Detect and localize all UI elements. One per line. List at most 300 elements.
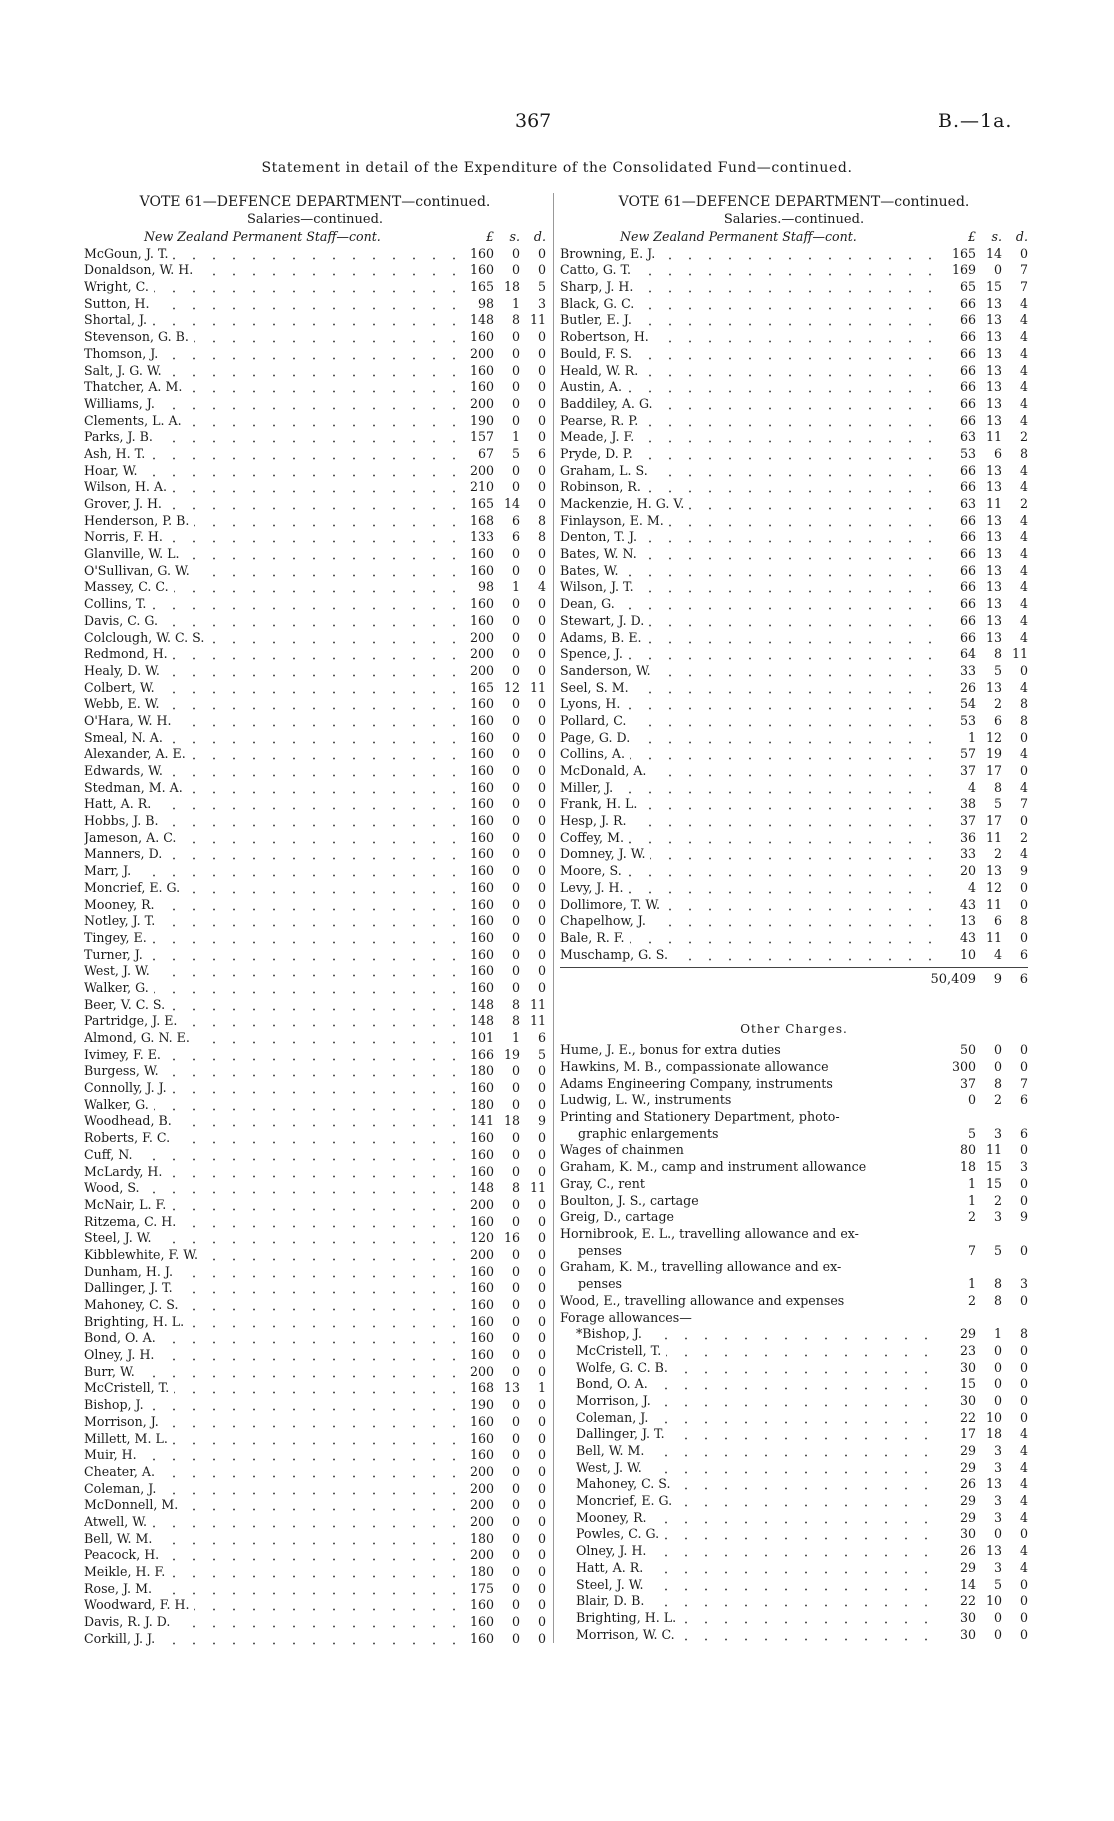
amount-pounds: 160 (469, 746, 494, 762)
entry-name-cell (560, 479, 938, 496)
amount-pence: 0 (537, 1363, 546, 1379)
amount-pounds: 4 (967, 779, 976, 795)
entry-name-cell (84, 1347, 456, 1364)
entry-name: Partridge, J. E. (84, 1013, 182, 1028)
amount-pence: 0 (537, 763, 546, 778)
salary-row (84, 413, 546, 430)
amount-pence: 2 (1019, 829, 1028, 845)
amount-pounds: 26 (959, 1543, 976, 1559)
entry-name-cell (84, 880, 456, 897)
charge-description-cell (560, 1193, 938, 1210)
entry-name: Mooney, R. (576, 1510, 652, 1525)
entry-name-cell (560, 279, 938, 296)
entry-name-cell (560, 379, 938, 396)
amount-pounds: 160 (469, 1163, 494, 1179)
amount-shillings: 0 (511, 946, 520, 962)
entry-name: Pearse, R. P. (560, 413, 643, 428)
amount-pence: 0 (1019, 1175, 1028, 1191)
amount-pounds: 148 (469, 1013, 494, 1029)
salary-row (84, 379, 546, 396)
entry-name: Wright, C. (84, 279, 154, 294)
amount-pounds: 141 (469, 1113, 494, 1129)
other-charge-row (560, 1109, 1028, 1142)
amount-shillings: 2 (993, 846, 1002, 862)
amount-shillings: 0 (511, 1130, 520, 1146)
amount-pounds: 30 (959, 1359, 976, 1375)
amount-pence: 0 (537, 1430, 546, 1446)
amount-pounds: 160 (469, 1614, 494, 1630)
amount-pounds: 180 (469, 1564, 494, 1579)
entry-name-cell (84, 1147, 456, 1164)
entry-name-cell (84, 963, 456, 980)
amount-shillings: 0 (993, 1376, 1002, 1392)
entry-name-cell (84, 1364, 456, 1381)
salary-row (84, 513, 546, 530)
amount-pence: 0 (537, 913, 546, 929)
amount-shillings: 0 (511, 1063, 520, 1079)
amount-pence: 0 (537, 362, 546, 378)
amount-pence: 11 (529, 1180, 546, 1196)
entry-name: Peacock, H. (84, 1547, 164, 1562)
amount-pounds: 66 (959, 379, 976, 395)
amount-shillings: 0 (511, 412, 520, 428)
entry-name-cell (84, 730, 456, 747)
entry-name-cell (560, 746, 938, 763)
entry-name-cell (84, 613, 456, 630)
entry-name: Hatt, A. R. (576, 1560, 648, 1575)
amount-pounds: 160 (469, 1280, 494, 1296)
entry-name: Morrison, W. C. (576, 1627, 680, 1642)
amount-pounds: 120 (469, 1230, 494, 1246)
amount-pence: 0 (537, 979, 546, 995)
entry-name: Burgess, W. (84, 1063, 164, 1078)
charge-amount (938, 1126, 1028, 1143)
charge-description: Greig, D., cartage (560, 1209, 674, 1225)
amount-pounds: 66 (959, 312, 976, 328)
amount-pounds: 37 (959, 763, 976, 778)
salary-row (84, 363, 546, 380)
entry-name: Robinson, R. (560, 479, 646, 494)
amount-pounds: 200 (469, 345, 494, 361)
salary-row (84, 1247, 546, 1264)
entry-name-cell (576, 1627, 938, 1644)
entry-name: Wolfe, G. C. B. (576, 1360, 673, 1375)
amount-shillings: 0 (511, 1547, 520, 1563)
entry-name: Redmond, H. (84, 646, 173, 661)
amount-pence: 0 (537, 1130, 546, 1146)
amount-shillings: 11 (985, 929, 1002, 945)
amount-pounds: 63 (959, 429, 976, 445)
salary-row (84, 546, 546, 563)
amount-shillings: 0 (511, 896, 520, 912)
amount-shillings: 8 (993, 1292, 1002, 1308)
amount-pence: 0 (537, 1564, 546, 1579)
entry-name: Domney, J. W. (560, 846, 650, 861)
amount-pence: 0 (537, 546, 546, 562)
charge-description-cell (560, 1109, 938, 1142)
salary-row (84, 796, 546, 813)
entry-name: Glanville, W. L. (84, 546, 184, 561)
amount-pounds: 2 (967, 1209, 976, 1225)
amount-pence: 0 (537, 746, 546, 762)
amount-pence: 0 (1019, 1142, 1028, 1158)
amount-pounds: 1 (967, 729, 976, 745)
salary-row (84, 763, 546, 780)
charge-amount (938, 1243, 1028, 1260)
amount-shillings: 8 (993, 1075, 1002, 1091)
amount-shillings: 0 (511, 245, 520, 261)
entry-name: Muschamp, G. S. (560, 947, 673, 962)
salary-row (560, 463, 1028, 480)
amount-shillings: 0 (511, 462, 520, 478)
amount-shillings: 14 (503, 496, 520, 511)
amount-pence: 0 (1019, 1359, 1028, 1375)
entry-name: Hatt, A. R. (84, 796, 156, 811)
entry-name-cell (84, 1414, 456, 1431)
entry-name-cell (84, 1330, 456, 1347)
entry-name: Coleman, J. (576, 1410, 653, 1425)
entry-name: McCristell, T. (576, 1343, 666, 1358)
amount-pounds: 160 (469, 1297, 494, 1312)
entry-name: Dollimore, T. W. (560, 897, 665, 912)
salary-row (560, 730, 1028, 747)
entry-name-cell (84, 363, 456, 380)
amount-pence: 4 (1019, 1426, 1028, 1442)
amount-shillings: 0 (511, 1580, 520, 1596)
salary-row (84, 1063, 546, 1080)
salary-row (560, 680, 1028, 697)
amount-pounds: 166 (469, 1046, 494, 1062)
entry-name-cell (84, 1497, 456, 1514)
entry-name-cell (84, 1214, 456, 1231)
other-charge-row (560, 1293, 1028, 1310)
amount-pounds: 29 (959, 1326, 976, 1342)
entry-name: Black, G. C. (560, 296, 639, 311)
amount-pounds: 200 (469, 395, 494, 411)
amount-pence: 0 (537, 1630, 546, 1646)
entry-name: Edwards, W. (84, 763, 168, 778)
amount-pence: 0 (537, 1063, 546, 1079)
amount-pence: 0 (537, 779, 546, 795)
entry-name-cell (84, 279, 456, 296)
amount-pence: 0 (1019, 879, 1028, 895)
salary-row (84, 1380, 546, 1397)
charge-description: Printing and Stationery Department, photo- (560, 1109, 840, 1125)
entry-name: Dallinger, J. T. (576, 1426, 670, 1441)
entry-name: Chapelhow, J. (560, 913, 651, 928)
amount-pounds: 160 (469, 1213, 494, 1229)
amount-shillings: 0 (511, 779, 520, 795)
entry-name: Pollard, C. (560, 713, 631, 728)
salary-row (84, 646, 546, 663)
entry-name-cell (576, 1443, 938, 1460)
entry-name: Ritzema, C. H. (84, 1214, 181, 1229)
entry-name: Smeal, N. A. (84, 730, 168, 745)
amount-pence: 0 (537, 963, 546, 979)
amount-shillings: 0 (511, 362, 520, 378)
entry-name: Brighting, H. L. (84, 1314, 189, 1329)
amount-shillings: 6 (993, 445, 1002, 461)
entry-name-cell (84, 1431, 456, 1448)
salary-row (560, 413, 1028, 430)
amount-pence: 0 (537, 1163, 546, 1179)
amount-pence: 0 (1019, 1593, 1028, 1609)
entry-name: Bell, W. M. (576, 1443, 649, 1458)
entry-name: Hobbs, J. B. (84, 813, 164, 828)
entry-name: Tingey, E. (84, 930, 152, 945)
amount-shillings: 13 (985, 612, 1002, 628)
amount-shillings: 1 (511, 1030, 520, 1045)
amount-shillings: 12 (985, 879, 1002, 895)
salary-row (560, 713, 1028, 730)
entry-name: Brighting, H. L. (576, 1610, 681, 1625)
salary-row (560, 479, 1028, 496)
amount-pence: 9 (537, 1113, 546, 1129)
amount-pence: 0 (537, 1397, 546, 1413)
amount-shillings: 0 (511, 1096, 520, 1112)
amount-pounds: 200 (469, 1547, 494, 1563)
entry-name: Ash, H. T. (84, 446, 150, 461)
entry-name: Moncrief, E. G. (84, 880, 185, 895)
amount-shillings: 0 (993, 1392, 1002, 1408)
amount-pounds: 160 (469, 1597, 494, 1613)
entry-name-cell (84, 913, 456, 930)
salary-row (560, 1577, 1028, 1594)
entry-name-cell (84, 980, 456, 997)
amount-pence: 0 (537, 1330, 546, 1346)
salary-row (84, 1147, 546, 1164)
salary-row (560, 1526, 1028, 1543)
amount-pence: 11 (529, 312, 546, 328)
entry-name-cell (84, 1247, 456, 1264)
amount-pounds: 7 (967, 1242, 976, 1258)
amount-pounds: 14 (959, 1576, 976, 1592)
salary-row (560, 563, 1028, 580)
amount-pence: 0 (1019, 1409, 1028, 1425)
amount-pounds: 200 (469, 1480, 494, 1496)
entry-name: Burr, W. (84, 1364, 140, 1379)
amount-pence: 4 (1019, 362, 1028, 378)
entry-name: Almond, G. N. E. (84, 1030, 195, 1045)
entry-name-cell (560, 463, 938, 480)
amount-pounds: 160 (469, 562, 494, 578)
amount-pence: 0 (537, 1213, 546, 1229)
amount-pence: 5 (537, 1046, 546, 1062)
amount-pence: 0 (1019, 662, 1028, 678)
entry-name: Moore, S. (560, 863, 627, 878)
salary-row (560, 913, 1028, 930)
amount-pounds: 10 (959, 946, 976, 962)
amount-pounds: 160 (469, 763, 494, 778)
amount-pounds: 160 (469, 1313, 494, 1329)
entry-name: Mahoney, C. S. (84, 1297, 183, 1312)
entry-name-cell (84, 1280, 456, 1297)
salary-row (560, 763, 1028, 780)
entry-name: Adams, B. E. (560, 630, 647, 645)
shillings-header: s. (509, 229, 520, 244)
salary-row (560, 1476, 1028, 1493)
vote-heading: VOTE 61—DEFENCE DEPARTMENT—continued. (139, 194, 491, 210)
amount-shillings: 0 (511, 629, 520, 645)
amount-shillings: 12 (985, 729, 1002, 745)
amount-pence: 11 (1011, 646, 1028, 662)
pounds-header: £ (967, 229, 976, 244)
entry-name: Austin, A. (560, 379, 627, 394)
entry-name-cell (84, 296, 456, 313)
amount-pence: 0 (537, 329, 546, 345)
salary-row (560, 897, 1028, 914)
salary-row (84, 1547, 546, 1564)
entry-name-cell (84, 596, 456, 613)
amount-shillings: 10 (985, 1409, 1002, 1425)
forage-heading-row (560, 1310, 1028, 1327)
entry-name: Collins, A. (560, 746, 630, 761)
amount-pence: 0 (1019, 763, 1028, 778)
entry-name: Olney, J. H. (84, 1347, 159, 1362)
amount-pence: 0 (537, 879, 546, 895)
amount-pence: 4 (1019, 295, 1028, 311)
entry-name-cell (84, 413, 456, 430)
salary-row (84, 296, 546, 313)
amount-shillings: 0 (511, 345, 520, 361)
entry-name-cell (560, 346, 938, 363)
salary-row (84, 1397, 546, 1414)
entry-name-cell (576, 1460, 938, 1477)
amount-pence: 0 (1019, 1609, 1028, 1625)
amount-shillings: 15 (985, 1175, 1002, 1191)
entry-name-cell (84, 1180, 456, 1197)
amount-pounds: 29 (959, 1509, 976, 1525)
amount-pounds: 160 (469, 612, 494, 628)
entry-name: Notley, J. T. (84, 913, 160, 928)
salary-row (560, 1627, 1028, 1644)
entry-name: Cheater, A. (84, 1464, 160, 1479)
charge-amount (938, 1142, 1028, 1159)
entry-name-cell (560, 429, 938, 446)
amount-shillings: 0 (511, 1463, 520, 1479)
amount-shillings: 5 (993, 1242, 1002, 1258)
entry-name: Hoar, W. (84, 463, 142, 478)
amount-shillings: 0 (511, 1630, 520, 1646)
amount-shillings: 0 (511, 1480, 520, 1496)
salary-row (84, 830, 546, 847)
amount-shillings: 0 (511, 479, 520, 495)
amount-pence: 0 (537, 646, 546, 662)
amount-shillings: 13 (985, 629, 1002, 645)
amount-shillings: 13 (985, 379, 1002, 395)
amount-shillings: 0 (511, 379, 520, 395)
amount-pence: 4 (1019, 529, 1028, 545)
amount-pence: 6 (537, 445, 546, 461)
amount-shillings: 1 (511, 429, 520, 445)
amount-pence: 0 (537, 829, 546, 845)
salary-row (84, 479, 546, 496)
amount-shillings: 0 (511, 1297, 520, 1312)
entry-name: Kibblewhite, F. W. (84, 1247, 203, 1262)
salary-row (560, 1360, 1028, 1377)
charge-description-cell (560, 1142, 938, 1159)
other-charge-row (560, 1176, 1028, 1193)
entry-name: Browning, E. J. (560, 246, 660, 261)
amount-pence: 0 (537, 562, 546, 578)
salary-row (84, 913, 546, 930)
amount-shillings: 0 (511, 1497, 520, 1513)
amount-pounds: 200 (469, 1463, 494, 1479)
forage-list (560, 1326, 1028, 1643)
entry-name: Davis, C. G. (84, 613, 163, 628)
entry-name-cell (84, 1631, 456, 1648)
total-pounds: 50,409 (930, 972, 976, 988)
amount-pence: 3 (1019, 1276, 1028, 1292)
amount-shillings: 0 (511, 1330, 520, 1346)
salary-row (560, 1426, 1028, 1443)
amount-pounds: 160 (469, 863, 494, 879)
entry-name: Stevenson, G. B. (84, 329, 194, 344)
amount-shillings: 0 (511, 1363, 520, 1379)
amount-shillings: 13 (985, 512, 1002, 528)
entry-name: Denton, T. J. (560, 529, 642, 544)
amount-shillings: 0 (511, 262, 520, 278)
salary-row (560, 1343, 1028, 1360)
amount-pence: 0 (1019, 1192, 1028, 1208)
entry-name-cell (560, 546, 938, 563)
entry-name-cell (576, 1376, 938, 1393)
amount-pounds: 43 (959, 929, 976, 945)
amount-pence: 0 (537, 1463, 546, 1479)
charge-description-cell (560, 1092, 938, 1109)
entry-name-cell (84, 1464, 456, 1481)
entry-name: Morrison, J. (84, 1414, 164, 1429)
amount-pounds: 67 (477, 445, 494, 461)
salary-row (84, 696, 546, 713)
salary-row (84, 1631, 546, 1648)
salary-row (84, 1130, 546, 1147)
amount-pounds: 180 (469, 1096, 494, 1112)
amount-shillings: 6 (993, 712, 1002, 728)
entry-name: Shortal, J. (84, 312, 152, 327)
entry-name: Rose, J. M. (84, 1581, 157, 1596)
amount-pounds: 160 (469, 362, 494, 378)
entry-name: Colclough, W. C. S. (84, 630, 209, 645)
amount-pounds: 160 (469, 729, 494, 745)
amount-pounds: 66 (959, 362, 976, 378)
salary-row (560, 1443, 1028, 1460)
amount-pence: 4 (1019, 479, 1028, 495)
amount-pence: 4 (537, 579, 546, 595)
entry-name: Muir, H. (84, 1447, 142, 1462)
salary-row (560, 312, 1028, 329)
amount-pounds: 29 (959, 1459, 976, 1475)
statement-title: Statement in detail of the Expenditure of the Consolidated Fund—continued. (261, 160, 853, 176)
entry-name: Butler, E. J. (560, 312, 637, 327)
salary-row (84, 1297, 546, 1314)
amount-pence: 4 (1019, 1543, 1028, 1559)
amount-pounds: 160 (469, 813, 494, 829)
entry-name-cell (84, 563, 456, 580)
amount-pence: 0 (537, 379, 546, 395)
amount-shillings: 0 (993, 1526, 1002, 1542)
amount-pence: 4 (1019, 546, 1028, 562)
amount-shillings: 13 (985, 679, 1002, 695)
entry-name-cell (560, 947, 938, 964)
amount-shillings: 0 (511, 612, 520, 628)
salary-row (84, 963, 546, 980)
entry-name: Parks, J. B. (84, 429, 158, 444)
amount-pounds: 160 (469, 379, 494, 395)
amount-pounds: 160 (469, 596, 494, 612)
entry-name-cell (84, 1380, 456, 1397)
other-charge-row (560, 1059, 1028, 1076)
